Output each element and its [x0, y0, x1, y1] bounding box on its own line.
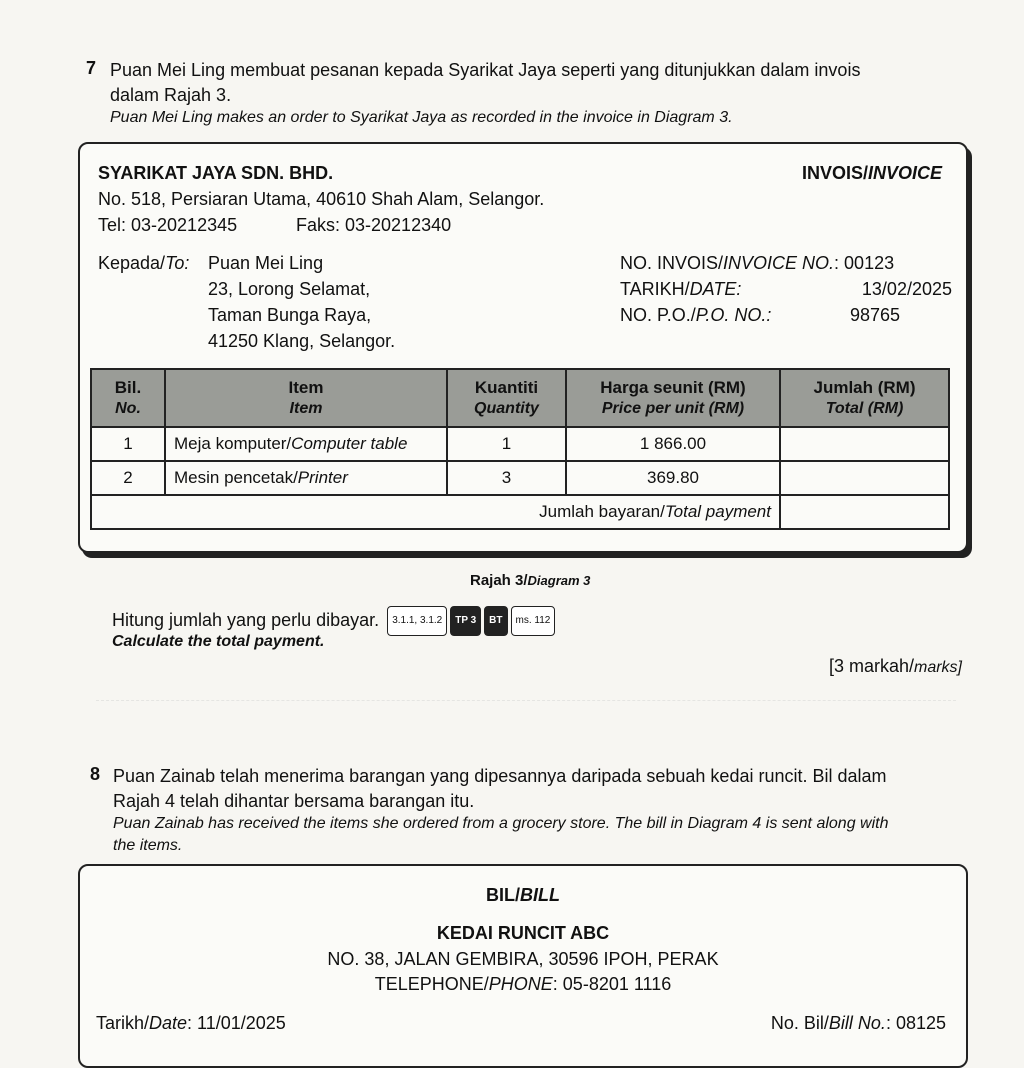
table-row	[91, 461, 949, 495]
header-total: Jumlah (RM) Total (RM)	[780, 369, 949, 427]
invoice-company-tel: Tel: 03-20212345	[98, 215, 238, 235]
invoice-diagram-3	[78, 142, 968, 553]
invoice-company-address: No. 518, Persiaran Utama, 40610 Shah Alam, Selangor.	[98, 189, 545, 209]
row-item: Meja komputer/Computer table	[165, 427, 447, 461]
bill-date: Tarikh/Date: 11/01/2025	[96, 1013, 286, 1033]
bill-title: BIL/BILL	[486, 885, 560, 905]
page-show-through	[96, 700, 956, 741]
invoice-po-value: 98765	[850, 305, 901, 325]
diagram-3-caption: Rajah 3/Diagram 3	[470, 572, 591, 589]
row-price: 1 866.00	[566, 427, 780, 461]
invoice-date-value: 13/02/2025	[861, 279, 952, 299]
question-7-number: 7	[86, 58, 97, 78]
question-8-text-malay: Puan Zainab telah menerima barangan yang dipesannya daripada sebuah kedai runcit. Bil dalam Rajah 4 telah dihantar bersama barangan itu.	[113, 766, 887, 811]
invoice-table	[90, 368, 950, 530]
invoice-company-name: SYARIKAT JAYA SDN. BHD.	[98, 163, 334, 183]
question-7-instruction: Hitung jumlah yang perlu dibayar. 3.1.1, 3.1.2 TP 3 BT ms. 112	[112, 606, 555, 636]
row-total	[780, 427, 949, 461]
question-7-instruction-english: Calculate the total payment.	[112, 633, 325, 650]
row-no: 2	[91, 461, 165, 495]
total-payment-label: Jumlah bayaran/Total payment	[91, 495, 780, 529]
total-payment-value	[780, 495, 949, 529]
table-row	[91, 427, 949, 461]
question-7-text-english: Puan Mei Ling makes an order to Syarikat Jaya as recorded in the invoice in Diagram 3.	[110, 109, 733, 126]
bill-number: No. Bil/Bill No.: 08125	[770, 1013, 946, 1033]
header-price: Harga seunit (RM) Price per unit (RM)	[566, 369, 780, 427]
invoice-recipient: Puan Mei Ling 23, Lorong Selamat, Taman Bunga Raya, 41250 Klang, Selangor.	[208, 253, 396, 351]
bt-badge: BT	[484, 606, 507, 636]
row-price: 369.80	[566, 461, 780, 495]
tp-level-badge: TP 3	[450, 606, 481, 636]
question-8-number: 8	[90, 764, 101, 784]
bill-shop-name: KEDAI RUNCIT ABC	[436, 923, 610, 943]
row-total	[780, 461, 949, 495]
header-no: Bil. No.	[91, 369, 165, 427]
row-item: Mesin pencetak/Printer	[165, 461, 447, 495]
question-7-marks: [3 markah/marks]	[828, 656, 962, 676]
invoice-po-label: NO. P.O./P.O. NO.:	[620, 305, 772, 325]
invoice-date-label: TARIKH/DATE:	[620, 279, 742, 299]
question-8-text-english: Puan Zainab has received the items she ordered from a grocery store. The bill in Diagram 4 is sent along with the items.	[113, 815, 889, 854]
invoice-table-header	[91, 369, 949, 427]
learning-standard-badge: 3.1.1, 3.1.2	[387, 606, 447, 636]
invoice-title: INVOIS/INVOICE	[801, 163, 942, 183]
question-7-text-malay: Puan Mei Ling membuat pesanan kepada Syarikat Jaya seperti yang ditunjukkan dalam invois dalam Rajah 3.	[110, 60, 861, 105]
invoice-to-label: Kepada/To:	[98, 253, 190, 273]
invoice-company-fax: Faks: 03-20212340	[296, 215, 452, 235]
invoice-total-row	[91, 495, 949, 529]
bill-diagram-4	[78, 864, 968, 1068]
bill-shop-address: NO. 38, JALAN GEMBIRA, 30596 IPOH, PERAK	[327, 949, 719, 969]
invoice-number: NO. INVOIS/INVOICE NO.: 00123	[620, 253, 895, 273]
page-ref-badge: ms. 112	[511, 606, 556, 636]
header-item: Item Item	[165, 369, 447, 427]
row-no: 1	[91, 427, 165, 461]
bill-shop-phone: TELEPHONE/PHONE: 05-8201 1116	[374, 974, 672, 994]
row-quantity: 1	[447, 427, 566, 461]
row-quantity: 3	[447, 461, 566, 495]
header-quantity: Kuantiti Quantity	[447, 369, 566, 427]
